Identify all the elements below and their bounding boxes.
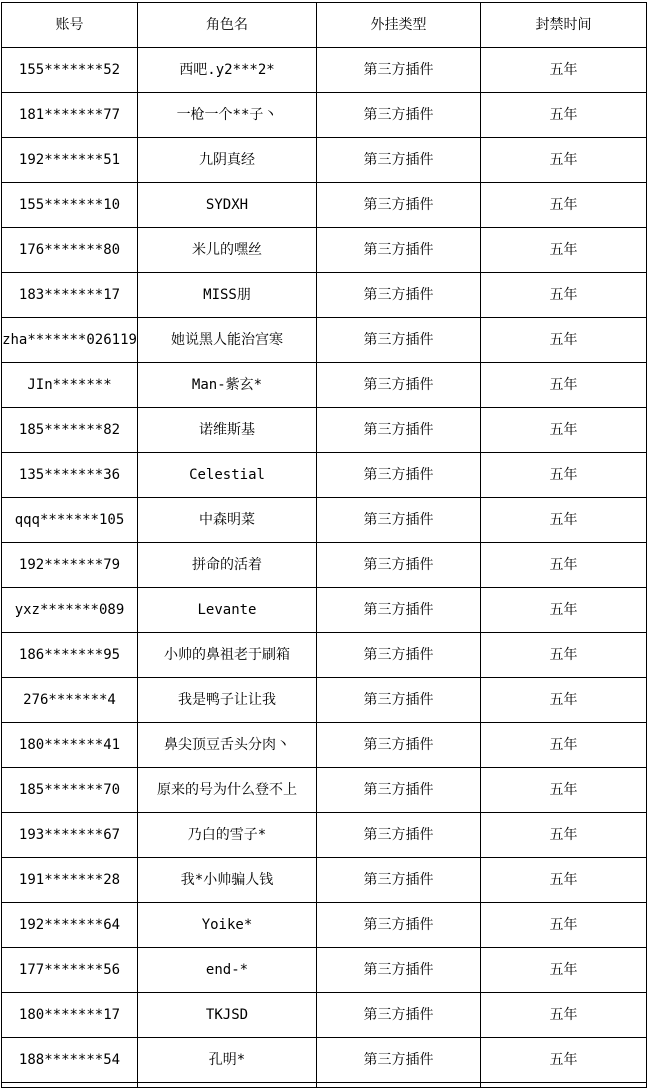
cell-account: 193*******67 <box>2 813 138 858</box>
cell-account: 186*******95 <box>2 633 138 678</box>
cell-role-name: SYDXH <box>138 183 317 228</box>
cell-role-name: Yoike* <box>138 903 317 948</box>
cell-ban-duration: 五年 <box>481 318 647 363</box>
cell-account: 181*******77 <box>2 93 138 138</box>
cell-ban-duration: 五年 <box>481 228 647 273</box>
cell-cheat-type: 第三方插件 <box>317 723 481 768</box>
cell-account: qqq*******105 <box>2 498 138 543</box>
ban-list-table <box>1 2 647 1088</box>
cell-role-name: Celestial <box>138 453 317 498</box>
table-row <box>2 453 647 498</box>
cell-cheat-type: 第三方插件 <box>317 948 481 993</box>
cell-role-name: 中森明菜 <box>138 498 317 543</box>
table-row <box>2 723 647 768</box>
cell-account: 155*******52 <box>2 48 138 93</box>
cell-ban-duration: 五年 <box>481 858 647 903</box>
cell-cheat-type: 第三方插件 <box>317 993 481 1038</box>
cell-role-name: 拼命的活着 <box>138 543 317 588</box>
table-row <box>2 363 647 408</box>
cell-cheat-type: 第三方插件 <box>317 858 481 903</box>
cell-role-name: 鼻尖顶豆舌头分肉丶 <box>138 723 317 768</box>
cell-cheat-type: 第三方插件 <box>317 1038 481 1083</box>
cell-cheat-type: 第三方插件 <box>317 453 481 498</box>
cell-account: 191*******28 <box>2 858 138 903</box>
header-account: 账号 <box>2 3 138 48</box>
cell-role-name: 我是鸭子让让我 <box>138 678 317 723</box>
cell-cheat-type: 第三方插件 <box>317 138 481 183</box>
cell-ban-duration: 五年 <box>481 453 647 498</box>
cell-role-name: end-* <box>138 948 317 993</box>
cell-role-name: 孔明* <box>138 1038 317 1083</box>
cell-account: JIn******* <box>2 363 138 408</box>
cell-account: yxz*******089 <box>2 588 138 633</box>
cell-ban-duration: 五年 <box>481 48 647 93</box>
table-row <box>2 48 647 93</box>
cell-account: 176*******80 <box>2 228 138 273</box>
table-row <box>2 228 647 273</box>
table-row <box>2 903 647 948</box>
table-row <box>2 633 647 678</box>
cell-ban-duration: 五年 <box>481 408 647 453</box>
table-header-row <box>2 3 647 48</box>
cell-role-name: MISS朋 <box>138 273 317 318</box>
table-row <box>2 588 647 633</box>
cell-ban-duration: 五年 <box>481 543 647 588</box>
cell-account: 155*******10 <box>2 183 138 228</box>
cell-ban-duration: 五年 <box>481 273 647 318</box>
cell-role-name: 她说黑人能治宫寒 <box>138 318 317 363</box>
cell-ban-duration: 五年 <box>481 768 647 813</box>
empty-cell <box>138 1083 317 1088</box>
cell-cheat-type: 第三方插件 <box>317 813 481 858</box>
cell-cheat-type: 第三方插件 <box>317 768 481 813</box>
table-row <box>2 993 647 1038</box>
table-row <box>2 678 647 723</box>
cell-cheat-type: 第三方插件 <box>317 408 481 453</box>
table-row <box>2 768 647 813</box>
cell-role-name: 诺维斯基 <box>138 408 317 453</box>
cell-role-name: 我*小帅骗人钱 <box>138 858 317 903</box>
cell-ban-duration: 五年 <box>481 498 647 543</box>
empty-cell <box>2 1083 138 1088</box>
cell-cheat-type: 第三方插件 <box>317 903 481 948</box>
header-ban-duration: 封禁时间 <box>481 3 647 48</box>
cell-ban-duration: 五年 <box>481 993 647 1038</box>
cell-role-name: 米儿的嘿丝 <box>138 228 317 273</box>
cell-role-name: 小帅的鼻祖老于刷箱 <box>138 633 317 678</box>
cell-role-name: 西吧.y2***2* <box>138 48 317 93</box>
cell-account: 180*******41 <box>2 723 138 768</box>
cell-cheat-type: 第三方插件 <box>317 183 481 228</box>
cell-account: 180*******17 <box>2 993 138 1038</box>
table-row <box>2 138 647 183</box>
empty-cell <box>317 1083 481 1088</box>
cell-ban-duration: 五年 <box>481 633 647 678</box>
table-row <box>2 813 647 858</box>
cell-ban-duration: 五年 <box>481 138 647 183</box>
table-row <box>2 858 647 903</box>
cell-account: 192*******79 <box>2 543 138 588</box>
cell-cheat-type: 第三方插件 <box>317 633 481 678</box>
table-row <box>2 408 647 453</box>
cell-ban-duration: 五年 <box>481 363 647 408</box>
cell-ban-duration: 五年 <box>481 588 647 633</box>
cell-role-name: 一枪一个**子丶 <box>138 93 317 138</box>
cell-ban-duration: 五年 <box>481 813 647 858</box>
cell-role-name: 原来的号为什么登不上 <box>138 768 317 813</box>
table-row <box>2 1038 647 1083</box>
header-role-name: 角色名 <box>138 3 317 48</box>
cell-cheat-type: 第三方插件 <box>317 228 481 273</box>
cell-cheat-type: 第三方插件 <box>317 48 481 93</box>
cell-cheat-type: 第三方插件 <box>317 363 481 408</box>
cell-cheat-type: 第三方插件 <box>317 273 481 318</box>
table-row <box>2 543 647 588</box>
table-row <box>2 498 647 543</box>
cell-role-name: TKJSD <box>138 993 317 1038</box>
cell-cheat-type: 第三方插件 <box>317 543 481 588</box>
cell-account: 183*******17 <box>2 273 138 318</box>
cell-role-name: 乃白的雪子* <box>138 813 317 858</box>
table-row-partial <box>2 1083 647 1088</box>
cell-ban-duration: 五年 <box>481 948 647 993</box>
table-row <box>2 318 647 363</box>
cell-ban-duration: 五年 <box>481 723 647 768</box>
cell-cheat-type: 第三方插件 <box>317 318 481 363</box>
cell-role-name: Man-紫玄* <box>138 363 317 408</box>
cell-account: 192*******51 <box>2 138 138 183</box>
cell-account: 276*******4 <box>2 678 138 723</box>
cell-ban-duration: 五年 <box>481 1038 647 1083</box>
table-row <box>2 273 647 318</box>
cell-ban-duration: 五年 <box>481 183 647 228</box>
table-row <box>2 948 647 993</box>
empty-cell <box>481 1083 647 1088</box>
cell-role-name: Levante <box>138 588 317 633</box>
cell-cheat-type: 第三方插件 <box>317 498 481 543</box>
table-row <box>2 183 647 228</box>
cell-ban-duration: 五年 <box>481 93 647 138</box>
cell-account: zha*******026119 <box>2 318 138 363</box>
cell-ban-duration: 五年 <box>481 678 647 723</box>
cell-account: 135*******36 <box>2 453 138 498</box>
cell-cheat-type: 第三方插件 <box>317 588 481 633</box>
cell-ban-duration: 五年 <box>481 903 647 948</box>
table-row <box>2 93 647 138</box>
cell-account: 177*******56 <box>2 948 138 993</box>
cell-account: 188*******54 <box>2 1038 138 1083</box>
cell-account: 185*******70 <box>2 768 138 813</box>
cell-cheat-type: 第三方插件 <box>317 678 481 723</box>
table-body <box>2 48 647 1088</box>
cell-cheat-type: 第三方插件 <box>317 93 481 138</box>
cell-role-name: 九阴真经 <box>138 138 317 183</box>
header-cheat-type: 外挂类型 <box>317 3 481 48</box>
cell-account: 192*******64 <box>2 903 138 948</box>
cell-account: 185*******82 <box>2 408 138 453</box>
